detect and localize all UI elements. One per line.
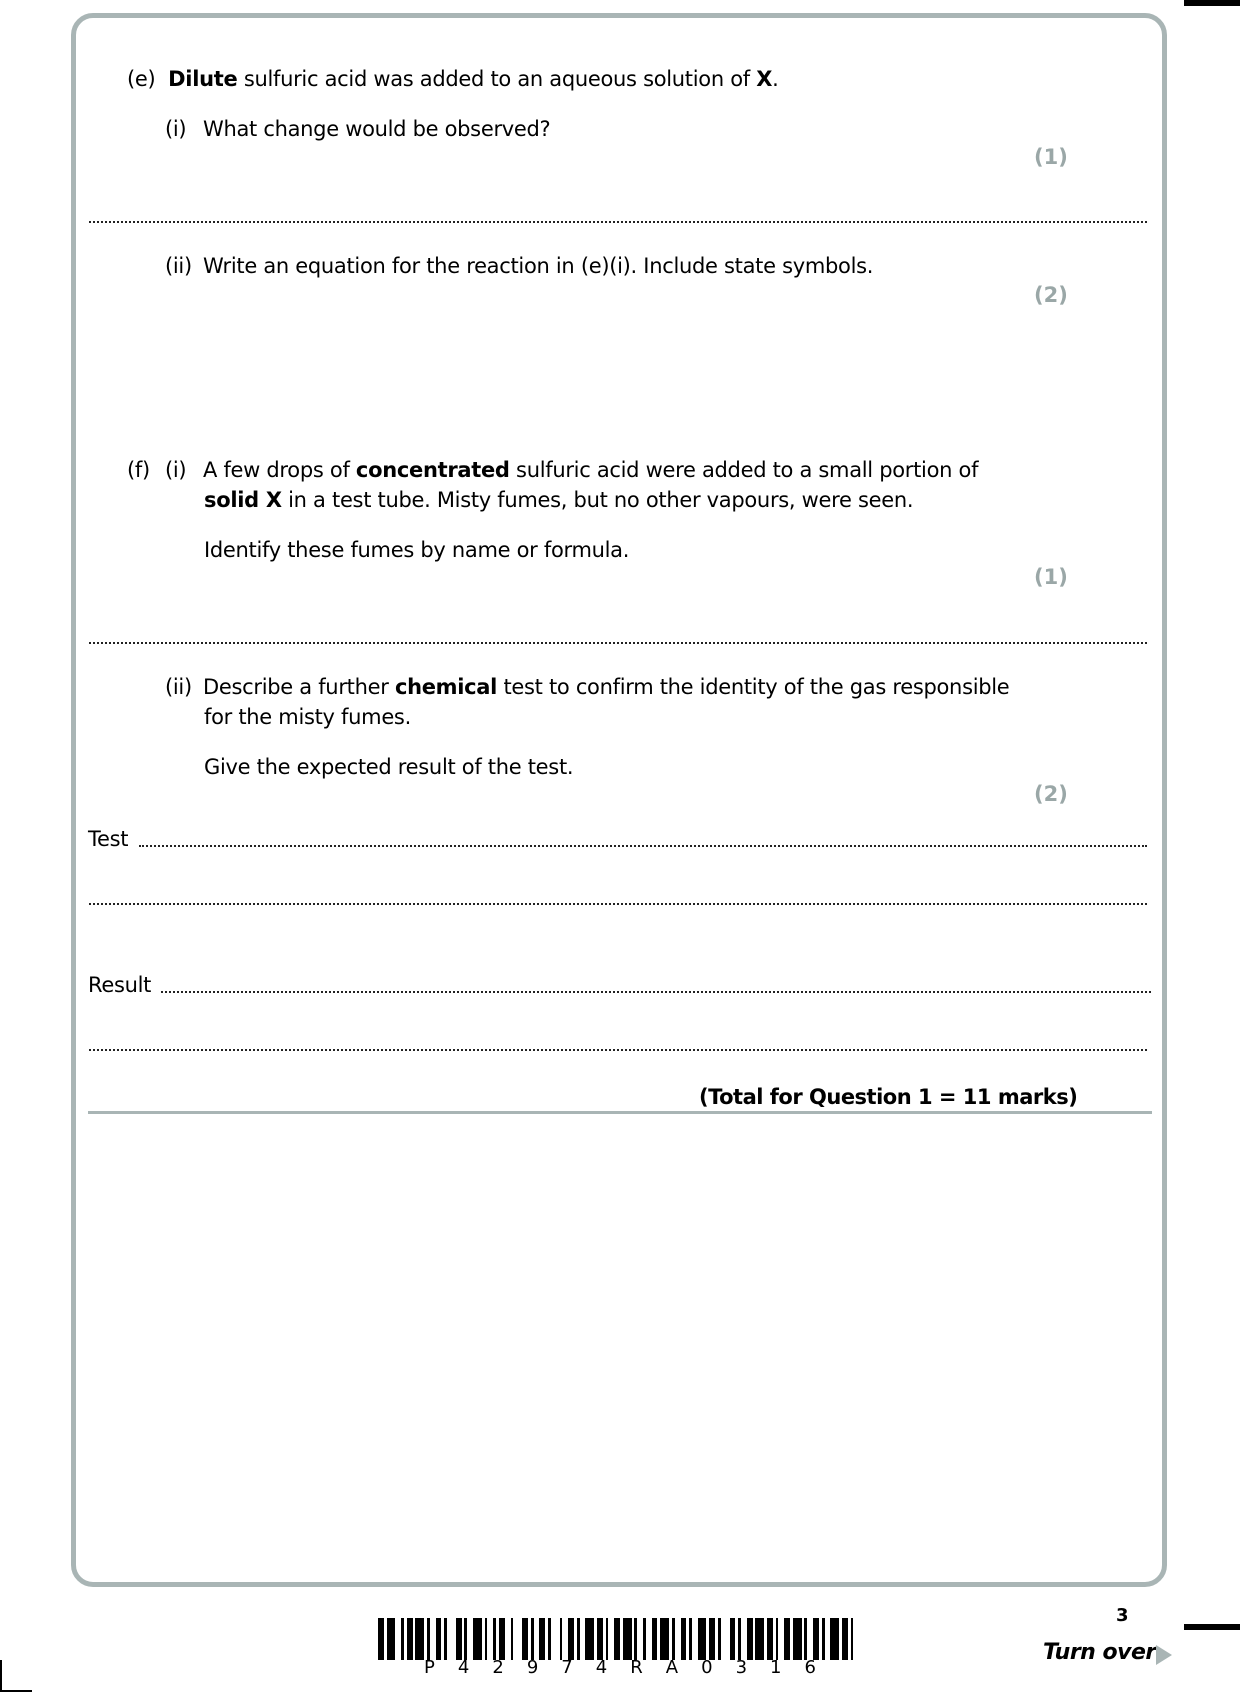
barcode-char: A [665, 1657, 679, 1678]
barcode-bar [721, 1618, 730, 1660]
answer-area-e-ii[interactable] [89, 315, 1147, 435]
question-f-i-line2 [204, 485, 913, 515]
barcode-char: 1 [770, 1657, 782, 1678]
question-f-i-marks: (1) [1034, 565, 1068, 589]
page-frame [71, 13, 1167, 1587]
barcode [378, 1618, 860, 1660]
barcode-bar [793, 1618, 802, 1660]
barcode-bar [853, 1618, 859, 1660]
question-e-bold: Dilute [168, 67, 238, 91]
question-f-ii-bold: chemical [394, 675, 498, 699]
turn-over-label: Turn over [1043, 1640, 1156, 1665]
barcode-char: 4 [457, 1657, 470, 1678]
answer-line-result-2[interactable] [89, 1049, 1147, 1051]
barcode-char: R [630, 1657, 643, 1678]
question-f-i-text-c: in a test tube. Misty fumes, but no other vapours, were seen. [281, 488, 914, 512]
question-f-i-text-a: A few drops of [203, 458, 356, 482]
total-marks: (Total for Question 1 = 11 marks) [699, 1085, 1078, 1109]
question-f-i-bold: concentrated [355, 458, 510, 482]
answer-line-e-i[interactable] [89, 221, 1147, 223]
answer-line-result-1[interactable] [161, 991, 1151, 993]
barcode-bar [513, 1618, 522, 1660]
barcode-char: 2 [492, 1657, 504, 1678]
question-f-i-instruction: Identify these fumes by name or formula. [204, 538, 630, 562]
barcode-bar [415, 1618, 424, 1660]
question-f-i-label: (i) [165, 458, 187, 482]
crop-mark-bottom-left-v [0, 1660, 2, 1692]
barcode-bar [473, 1618, 482, 1660]
barcode-char: 0 [701, 1657, 713, 1678]
question-f-ii-text-b: test to confirm the identity of the gas responsible [497, 675, 1010, 699]
barcode-bar [623, 1618, 632, 1660]
barcode-char: 6 [804, 1657, 816, 1678]
question-f-label: (f) [127, 458, 150, 482]
page-number: 3 [1116, 1605, 1129, 1626]
question-end-rule [88, 1111, 1152, 1114]
crop-mark-top-right [1184, 0, 1240, 6]
answer-line-test-1[interactable] [139, 845, 1147, 847]
barcode-bar [447, 1618, 456, 1660]
barcode-char: 7 [561, 1657, 573, 1678]
question-f-ii-line2: for the misty fumes. [204, 705, 411, 729]
question-f-ii-text-a: Describe a further [203, 675, 395, 699]
question-f-ii-line1 [165, 672, 1009, 702]
question-e-i-text: What change would be observed? [203, 117, 551, 141]
barcode-char: 4 [595, 1657, 608, 1678]
question-e-ii-text: Write an equation for the reaction in (e)(i). Include state symbols. [203, 254, 874, 278]
crop-mark-bottom-right [1184, 1624, 1240, 1630]
question-e-ii-marks: (2) [1034, 283, 1068, 307]
question-f-ii-label: (ii) [165, 675, 192, 699]
question-e-ii-label: (ii) [165, 254, 192, 278]
barcode-bar [660, 1618, 669, 1660]
barcode-bar [551, 1618, 560, 1660]
question-e-stem [127, 64, 779, 94]
question-e-i [165, 114, 550, 144]
answer-line-test-2[interactable] [89, 903, 1147, 905]
question-e-end: . [772, 67, 779, 91]
barcode-text [380, 1657, 860, 1678]
test-label: Test [88, 827, 129, 851]
turn-over-arrow-icon [1156, 1645, 1172, 1665]
barcode-char: 3 [735, 1657, 748, 1678]
barcode-char: 9 [526, 1657, 539, 1678]
question-f-ii-instruction: Give the expected result of the test. [204, 755, 574, 779]
question-e-text: sulfuric acid was added to an aqueous solution of [237, 67, 757, 91]
question-f-i-bold2: solid X [204, 488, 282, 512]
answer-line-f-i[interactable] [89, 642, 1147, 644]
question-f-ii-marks: (2) [1034, 782, 1068, 806]
question-e-i-marks: (1) [1034, 145, 1068, 169]
question-e-label: (e) [127, 67, 156, 91]
barcode-bar [698, 1618, 707, 1660]
barcode-bar [585, 1618, 594, 1660]
barcode-bar [830, 1618, 839, 1660]
result-label: Result [88, 973, 152, 997]
barcode-char: P [424, 1657, 435, 1678]
barcode-bar [387, 1618, 396, 1660]
barcode-bar [755, 1618, 764, 1660]
question-e-i-label: (i) [165, 117, 187, 141]
question-e-ii [165, 251, 873, 281]
question-e-x: X [756, 67, 773, 91]
question-f-i-line1 [127, 455, 978, 485]
question-f-i-text-b: sulfuric acid were added to a small portion of [509, 458, 979, 482]
